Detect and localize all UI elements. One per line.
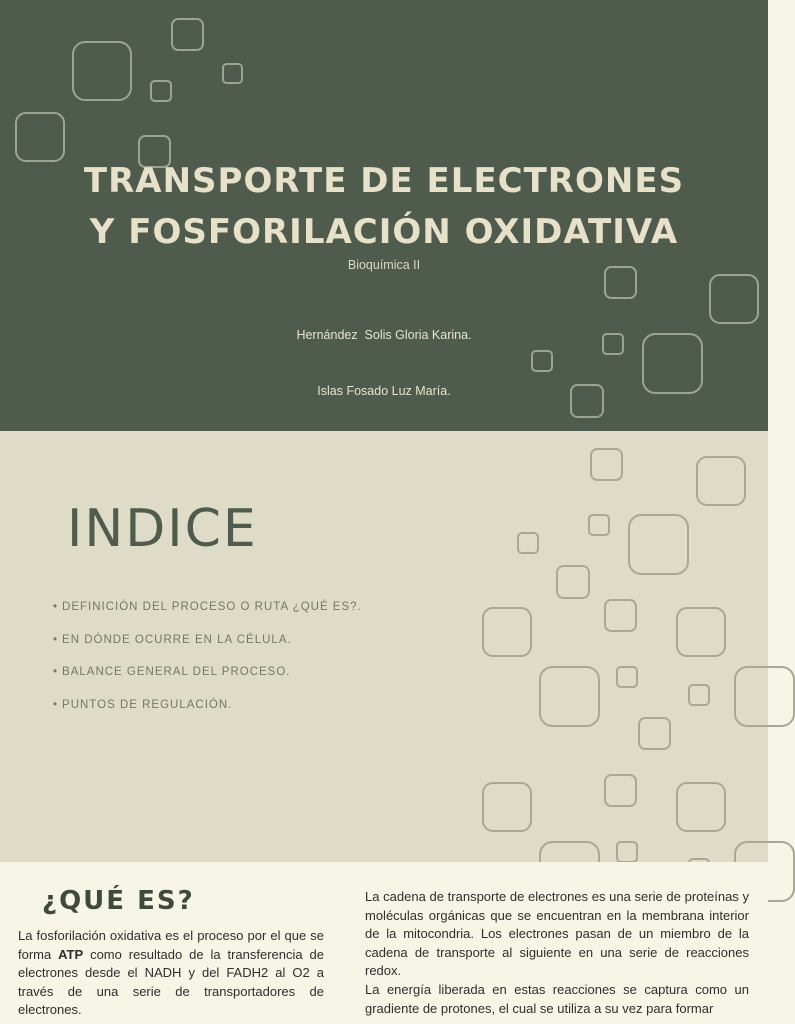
decorative-square <box>517 532 539 554</box>
explanation-text <box>365 888 749 1018</box>
index-list <box>53 601 362 731</box>
index-heading: INDICE <box>67 499 258 559</box>
decorative-square <box>616 841 638 863</box>
decorative-square <box>15 112 65 162</box>
decorative-square <box>604 599 637 632</box>
decorative-square <box>734 666 795 727</box>
index-item-label: PUNTOS DE REGULACIÓN. <box>62 698 233 711</box>
index-item <box>53 699 362 732</box>
decorative-square <box>628 514 689 575</box>
decorative-square <box>556 565 590 599</box>
index-item <box>53 666 362 699</box>
decorative-square <box>604 774 637 807</box>
bullet-icon: • <box>53 633 59 646</box>
index-item <box>53 634 362 667</box>
index-slide <box>0 431 768 862</box>
presentation-title-line-1: TRANSPORTE DE ELECTRONES <box>83 161 685 201</box>
decorative-square <box>696 456 746 506</box>
decorative-square <box>688 684 710 706</box>
decorative-square <box>588 514 610 536</box>
decorative-square <box>222 63 243 84</box>
que-es-slide <box>0 862 768 1024</box>
decorative-square <box>638 717 671 750</box>
presentation-title-line-2: Y FOSFORILACIÓN OXIDATIVA <box>89 212 679 252</box>
index-item-label: EN DÓNDE OCURRE EN LA CÉLULA. <box>62 633 292 646</box>
author-name: Hernández Solis Gloria Karina. <box>296 328 472 342</box>
decorative-square <box>150 80 172 102</box>
explanation-paragraph: La cadena de transporte de electrones es una serie de proteínas y moléculas orgánicas que se encuentran en la membrana interior de la mitocondria. Los electrones pasan de un miembro de la cadena de transporte al siguiente en una serie de reacciones redox. <box>365 889 749 979</box>
course-subtitle: Bioquímica II <box>347 258 421 272</box>
decorative-square <box>171 18 204 51</box>
que-es-heading: ¿QUÉ ES? <box>42 886 195 916</box>
bullet-icon: • <box>53 666 59 678</box>
decorative-square <box>482 607 532 657</box>
index-item-label: BALANCE GENERAL DEL PROCESO. <box>62 666 291 678</box>
decorative-square <box>676 782 726 832</box>
bullet-icon: • <box>53 698 59 711</box>
definition-paragraph <box>18 927 324 1020</box>
atp-term: ATP <box>58 946 84 962</box>
explanation-paragraph: La energía liberada en estas reacciones se captura como un gradiente de protones, el cual se utiliza a su vez para formar <box>365 981 749 1016</box>
definition-text: como resultado de la transferencia de electrones desde el NADH y del FADH2 al O2 a través de una serie de transportadores de electrones. <box>18 946 324 1018</box>
decorative-square <box>676 607 726 657</box>
bullet-icon: • <box>53 601 59 613</box>
decorative-square <box>539 666 600 727</box>
definition-text: La fosforilación oxidativa es el proceso por el que se forma <box>18 928 324 962</box>
decorative-square <box>72 41 132 101</box>
index-item <box>53 601 362 634</box>
index-item-label: DEFINICIÓN DEL PROCESO O RUTA ¿QUÉ ES?. <box>62 601 362 613</box>
cover-slide <box>0 0 768 431</box>
decorative-square <box>590 448 623 481</box>
decorative-square <box>616 666 638 688</box>
author-name: Islas Fosado Luz María. <box>317 383 451 398</box>
decorative-square <box>482 782 532 832</box>
